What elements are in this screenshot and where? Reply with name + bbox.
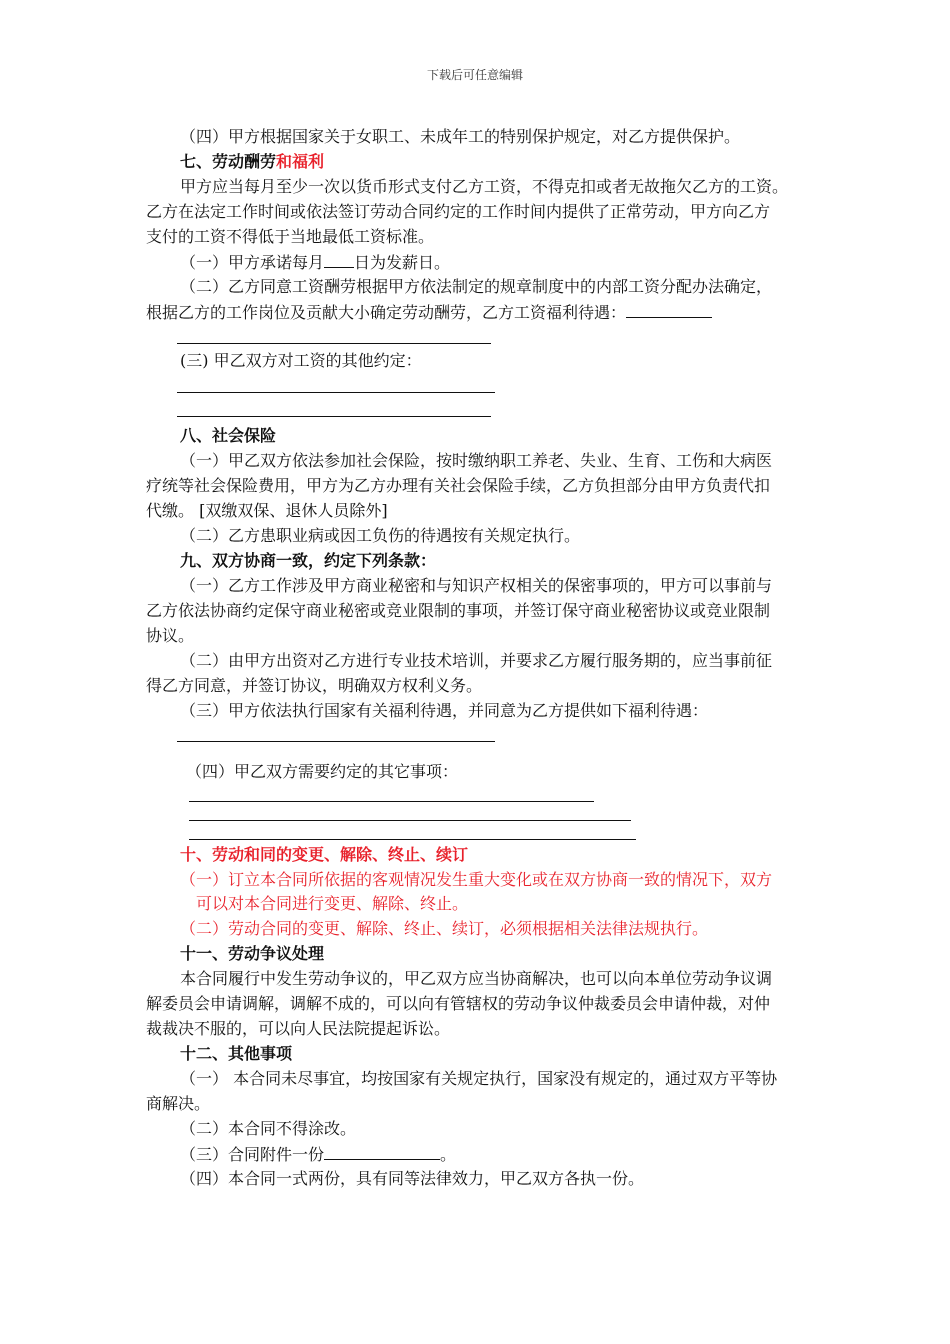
clause-9-1-cont-2: 协议。 xyxy=(146,626,195,645)
clause-9-2-cont: 得乙方同意，并签订协议，明确双方权利义务。 xyxy=(146,676,483,695)
welfare-blank-line[interactable] xyxy=(177,741,495,742)
clause-8-1: （一）甲乙双方依法参加社会保险，按时缴纳职工养老、失业、生育、工伤和大病医 xyxy=(180,451,773,470)
section-7-heading-red: 和福利 xyxy=(276,152,325,171)
clause-7-3: (三) 甲乙双方对工资的其他约定： xyxy=(180,351,422,370)
clause-7-2-cont-text: 根据乙方的工作岗位及贡献大小确定劳动酬劳，乙方工资福利待遇： xyxy=(146,303,627,322)
clause-9-1: （一）乙方工作涉及甲方商业秘密和与知识产权相关的保密事项的，甲方可以事前与 xyxy=(180,576,773,595)
clause-9-2: （二）由甲方出资对乙方进行专业技术培训，并要求乙方履行服务期的，应当事前征 xyxy=(180,651,773,670)
payday-blank[interactable] xyxy=(324,251,354,268)
clause-10-1-cont: 可以对本合同进行变更、解除、终止。 xyxy=(196,894,469,913)
clause-8-2: （二）乙方患职业病或因工负伤的待遇按有关规定执行。 xyxy=(180,526,581,545)
clause-12-3-text: （三）合同附件一份 xyxy=(180,1145,325,1164)
clause-12-1: （一） 本合同未尽事宜，均按国家有关规定执行，国家没有规定的，通过双方平等协 xyxy=(180,1069,778,1088)
attachment-blank[interactable] xyxy=(324,1143,440,1160)
other-wage-blank-line-2[interactable] xyxy=(177,416,491,417)
page-header: 下载后可任意编辑 xyxy=(426,68,523,82)
clause-12-3-tail: 。 xyxy=(440,1145,457,1164)
clause-12-1-cont: 商解决。 xyxy=(146,1094,211,1113)
section-9-heading: 九、双方协商一致，约定下列条款： xyxy=(180,551,437,570)
clause-10-2: （二）劳动合同的变更、解除、终止、续订，必须根据相关法律法规执行。 xyxy=(180,919,709,938)
section-7-para-3: 支付的工资不得低于当地最低工资标准。 xyxy=(146,227,435,246)
section-7-heading xyxy=(180,151,324,173)
clause-12-4: （四）本合同一式两份，具有同等法律效力，甲乙双方各执一份。 xyxy=(180,1169,645,1188)
clause-10-1: （一）订立本合同所依据的客观情况发生重大变化或在双方协商一致的情况下，双方 xyxy=(180,870,773,889)
clause-7-1 xyxy=(180,251,450,274)
clause-9-4: （四）甲乙双方需要约定的其它事项： xyxy=(186,762,459,781)
other-items-blank-line-1[interactable] xyxy=(189,801,594,802)
clause-12-2: （二）本合同不得涂改。 xyxy=(180,1119,357,1138)
other-items-blank-line-2[interactable] xyxy=(189,820,631,821)
clause-7-1-tail: 日为发薪日。 xyxy=(354,253,451,272)
clause-7-2-cont xyxy=(146,301,712,324)
section-7-para-1: 甲方应当每月至少一次以货币形式支付乙方工资，不得克扣或者无故拖欠乙方的工资。 xyxy=(180,177,789,196)
wage-blank-line[interactable] xyxy=(177,343,491,344)
clause-7-2: （二）乙方同意工资酬劳根据甲方依法制定的规章制度中的内部工资分配办法确定， xyxy=(180,277,773,296)
section-8-heading: 八、社会保险 xyxy=(180,426,277,445)
section-11-para-2: 解委员会申请调解，调解不成的，可以向有管辖权的劳动争议仲裁委员会申请仲裁，对仲 xyxy=(146,994,771,1013)
other-items-blank-line-3[interactable] xyxy=(189,839,636,840)
clause-7-4: （四）甲方根据国家关于女职工、未成年工的特别保护规定，对乙方提供保护。 xyxy=(180,127,741,146)
clause-7-1-text: （一）甲方承诺每月 xyxy=(180,253,325,272)
section-12-heading: 十二、其他事项 xyxy=(180,1044,293,1063)
clause-12-3 xyxy=(180,1143,456,1166)
other-wage-blank-line-1[interactable] xyxy=(177,392,495,393)
section-7-para-2: 乙方在法定工作时间或依法签订劳动合同约定的工作时间内提供了正常劳动，甲方向乙方 xyxy=(146,202,771,221)
section-10-heading: 十、劳动和同的变更、解除、终止、续订 xyxy=(180,845,469,864)
wage-blank[interactable] xyxy=(626,301,712,318)
section-7-heading-black: 七、劳动酬劳 xyxy=(180,152,277,171)
clause-9-3: （三）甲方依法执行国家有关福利待遇，并同意为乙方提供如下福利待遇： xyxy=(180,701,709,720)
section-11-heading: 十一、劳动争议处理 xyxy=(180,944,325,963)
section-11-para-3: 裁裁决不服的，可以向人民法院提起诉讼。 xyxy=(146,1019,451,1038)
section-11-para-1: 本合同履行中发生劳动争议的，甲乙双方应当协商解决，也可以向本单位劳动争议调 xyxy=(180,969,773,988)
clause-8-1-cont-2: 代缴。 [双缴双保、退休人员除外] xyxy=(146,501,388,520)
clause-8-1-cont-1: 疗统等社会保险费用，甲方为乙方办理有关社会保险手续，乙方负担部分由甲方负责代扣 xyxy=(146,476,771,495)
clause-9-1-cont-1: 乙方依法协商约定保守商业秘密或竞业限制的事项，并签订保守商业秘密协议或竞业限制 xyxy=(146,601,771,620)
